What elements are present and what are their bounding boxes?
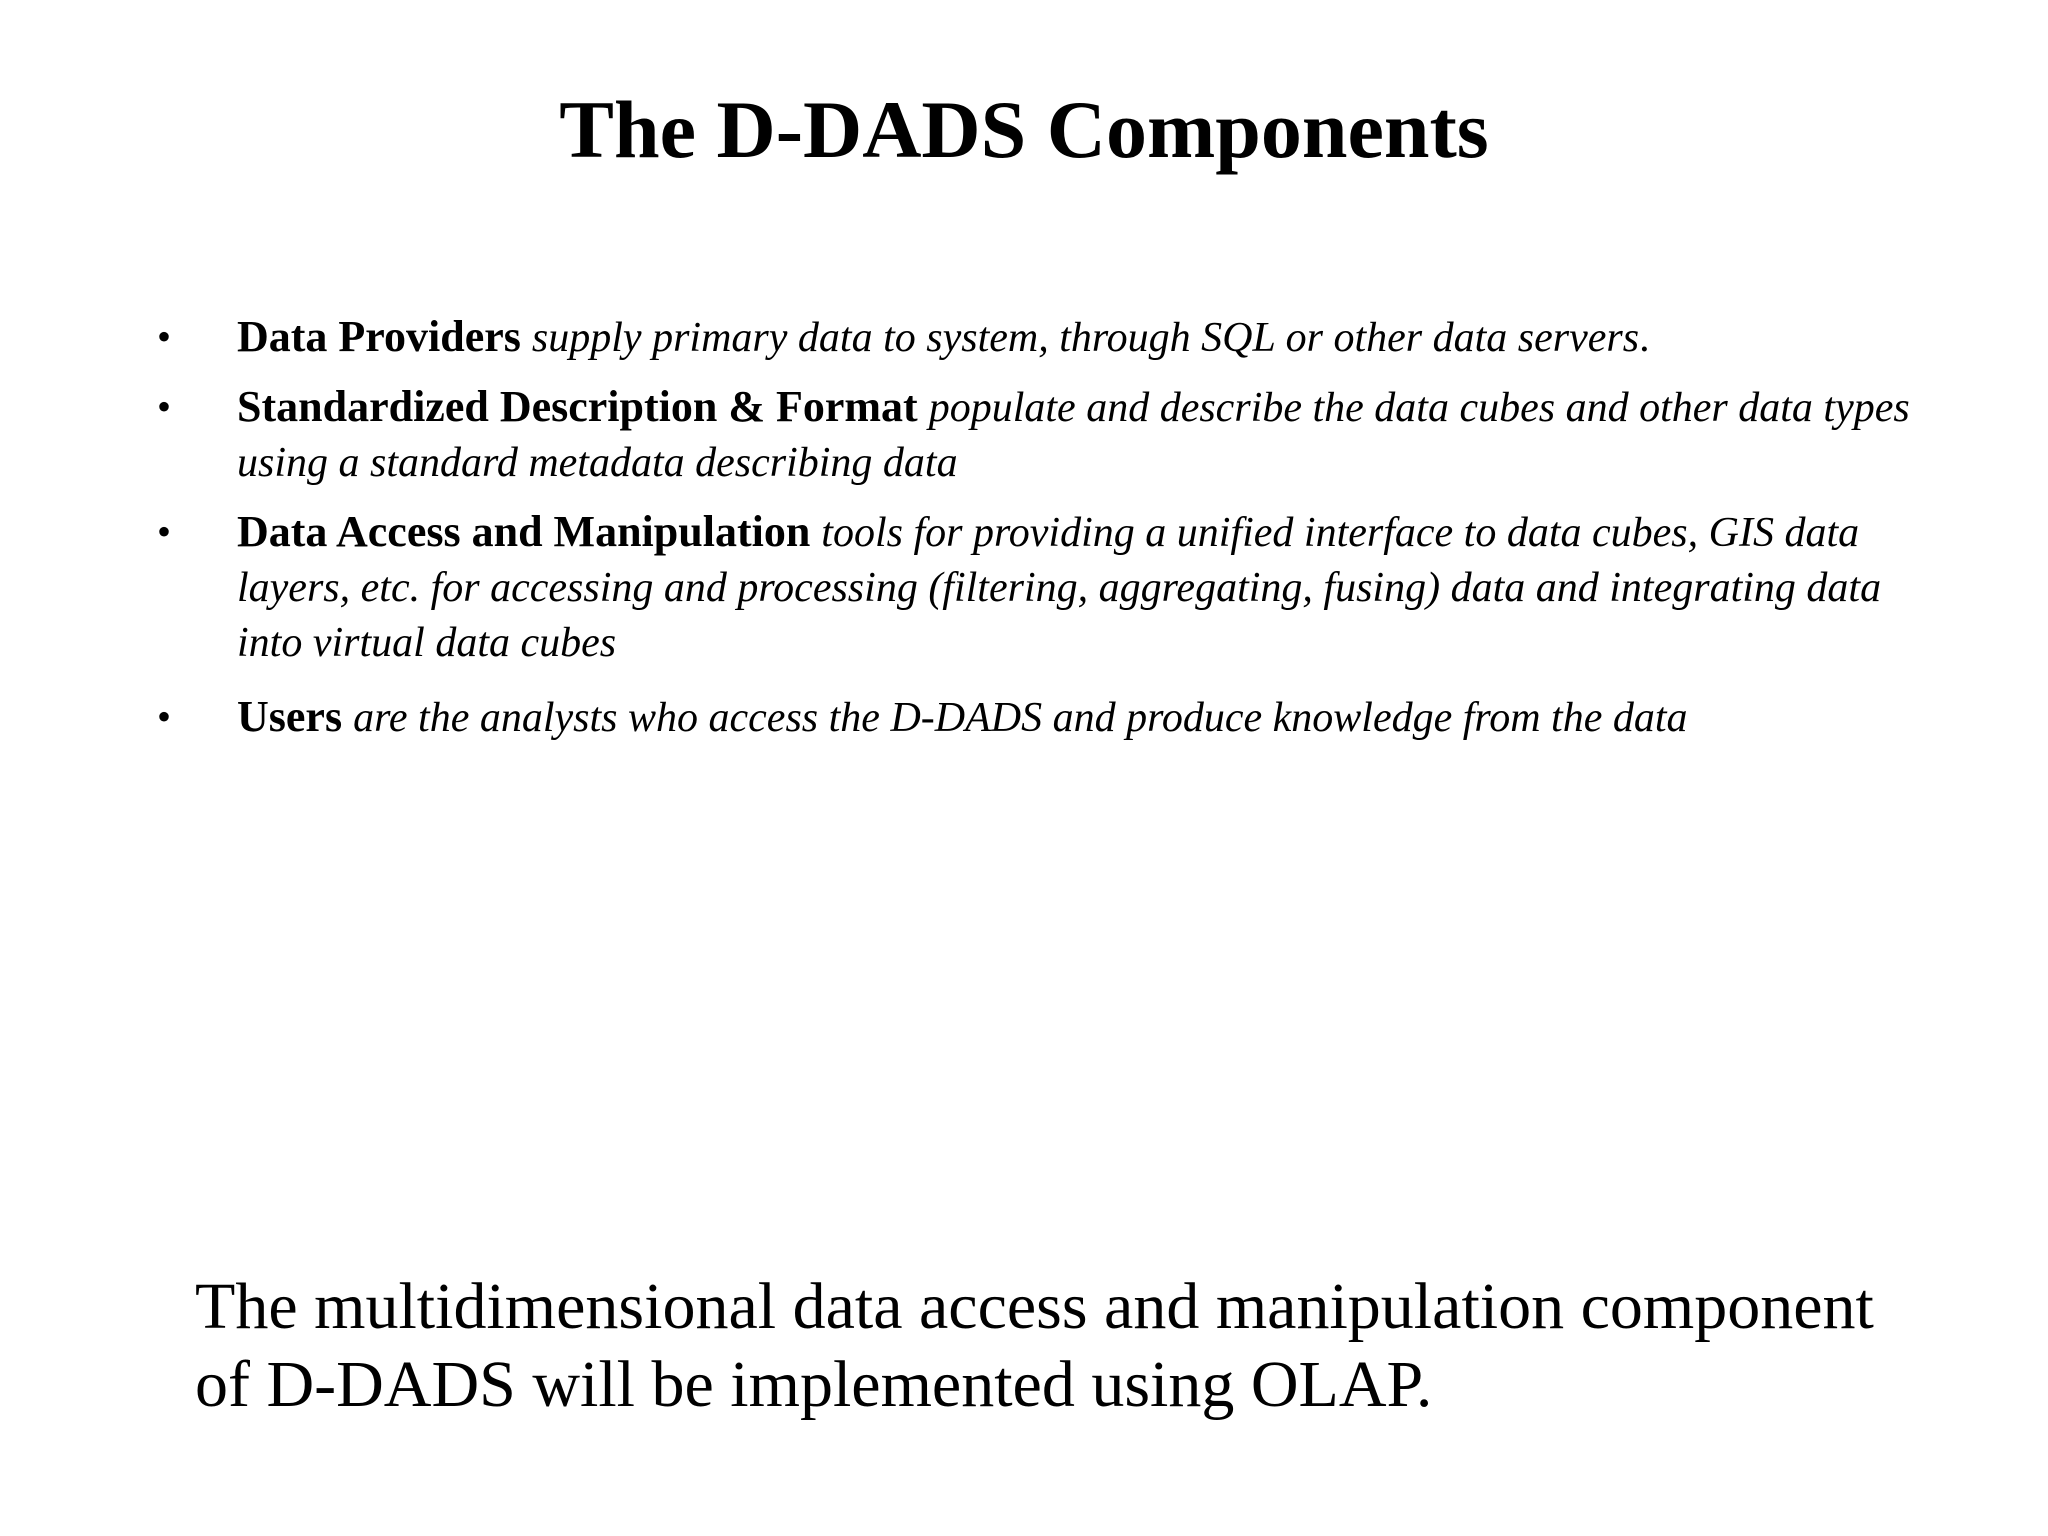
bullet-description: are the analysts who access the D-DADS and produce knowledge from the data bbox=[353, 695, 1688, 741]
bullet-point-icon: • bbox=[157, 314, 172, 359]
bullet-description: supply primary data to system, through SQL or other data servers bbox=[531, 315, 1640, 361]
slide-title: The D-DADS Components bbox=[559, 84, 1489, 175]
component-bullet-list bbox=[155, 310, 1915, 745]
bullet-point-icon: • bbox=[157, 509, 172, 554]
bullet-users bbox=[155, 690, 1915, 745]
bullet-term: Data Providers bbox=[237, 312, 521, 361]
bullet-data-providers bbox=[155, 310, 1915, 365]
bullet-data-access-manipulation bbox=[155, 505, 1915, 670]
bullet-suffix: . bbox=[1639, 315, 1650, 361]
bullet-point-icon: • bbox=[157, 384, 172, 429]
bullet-description: populate and describe the data cubes and other data types using a standard metadata describing data bbox=[237, 385, 1910, 486]
bullet-standardized-description-format bbox=[155, 380, 1915, 490]
bullet-term: Standardized Description & Format bbox=[237, 382, 918, 431]
bullet-point-icon: • bbox=[157, 694, 172, 739]
bullet-term: Data Access and Manipulation bbox=[237, 507, 811, 556]
olap-implementation-note: The multidimensional data access and manipulation component of D-DADS will be implemented using OLAP. bbox=[195, 1270, 1874, 1421]
bullet-term: Users bbox=[237, 692, 343, 741]
bullet-description: tools for providing a unified interface to data cubes, GIS data layers, etc. for accessing and processing (filtering, aggregating, fusing) data and integrating data into virtual data cubes bbox=[237, 510, 1882, 666]
